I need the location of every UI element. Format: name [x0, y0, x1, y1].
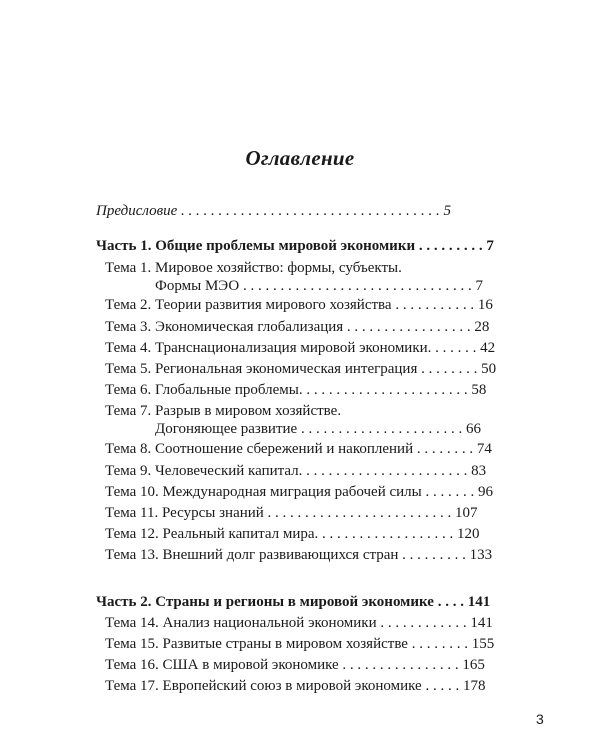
toc-entry-topic-12: Тема 12. Реальный капитал мира. . . . . . . . . . . . . . . . . . . 120 — [105, 526, 480, 542]
toc-entry-topic-1-line1: Тема 1. Мировое хозяйство: формы, субъекты. — [105, 260, 402, 276]
toc-entry-topic-7-line2: Догоняющее развитие . . . . . . . . . . . . . . . . . . . . . . 66 — [155, 421, 481, 437]
toc-entry-topic-15: Тема 15. Развитые страны в мировом хозяйстве . . . . . . . . 155 — [105, 636, 495, 652]
toc-entry-topic-14: Тема 14. Анализ национальной экономики . . . . . . . . . . . . 141 — [105, 615, 493, 631]
toc-entry-topic-9: Тема 9. Человеческий капитал. . . . . . . . . . . . . . . . . . . . . . . 83 — [105, 463, 487, 479]
toc-entry-topic-1-line2: Формы МЭО . . . . . . . . . . . . . . . . . . . . . . . . . . . . . . . 7 — [155, 278, 483, 294]
toc-entry-topic-2: Тема 2. Теории развития мирового хозяйства . . . . . . . . . . . 16 — [105, 297, 493, 313]
toc-entry-topic-10: Тема 10. Международная миграция рабочей силы . . . . . . . 96 — [105, 484, 493, 500]
toc-entry-topic-7-line1: Тема 7. Разрыв в мировом хозяйстве. — [105, 403, 342, 419]
toc-entry-topic-4: Тема 4. Транснационализация мировой экономики. . . . . . . 42 — [105, 340, 496, 356]
toc-entry-topic-16: Тема 16. США в мировой экономике . . . . . . . . . . . . . . . . 165 — [105, 657, 485, 673]
toc-entry-topic-11: Тема 11. Ресурсы знаний . . . . . . . . . . . . . . . . . . . . . . . . . 107 — [105, 505, 478, 521]
toc-entry-topic-17: Тема 17. Европейский союз в мировой экономике . . . . . 178 — [105, 678, 486, 694]
toc-entry-topic-8: Тема 8. Соотношение сбережений и накоплений . . . . . . . . 74 — [105, 441, 492, 457]
toc-part-1: Часть 1. Общие проблемы мировой экономики . . . . . . . . . 7 — [96, 238, 494, 254]
toc-part-2: Часть 2. Страны и регионы в мировой экономике . . . . 141 — [96, 594, 491, 610]
toc-entry-topic-13: Тема 13. Внешний долг развивающихся стран . . . . . . . . . 133 — [105, 547, 493, 563]
toc-heading: Оглавление — [245, 146, 355, 170]
page-number: 3 — [536, 711, 544, 727]
toc-entry-preface: Предисловие . . . . . . . . . . . . . . . . . . . . . . . . . . . . . . . . . . . 5 — [96, 203, 452, 219]
toc-entry-topic-3: Тема 3. Экономическая глобализация . . . . . . . . . . . . . . . . . 28 — [105, 319, 490, 335]
toc-entry-topic-6: Тема 6. Глобальные проблемы. . . . . . . . . . . . . . . . . . . . . . . 58 — [105, 382, 487, 398]
toc-entry-topic-5: Тема 5. Региональная экономическая интеграция . . . . . . . . 50 — [105, 361, 497, 377]
